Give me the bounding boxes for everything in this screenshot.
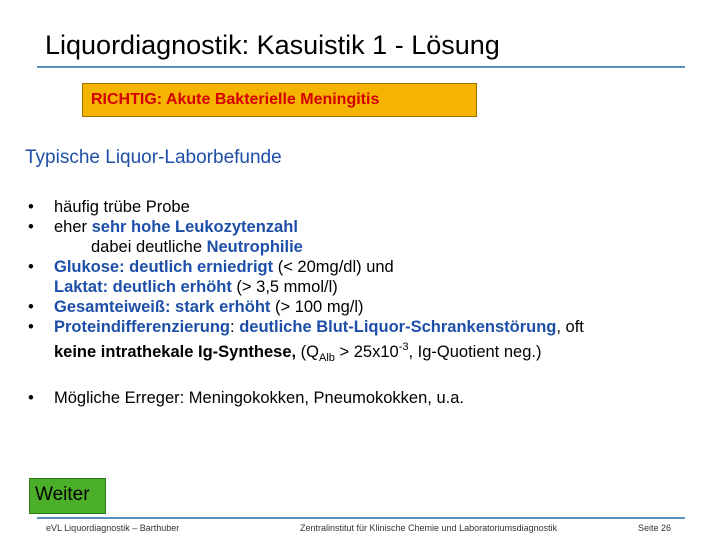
item-emphasis: Laktat: deutlich erhöht [54, 278, 232, 296]
superscript-text: -3 [398, 341, 409, 353]
bullet-icon: • [28, 198, 34, 216]
item-text: (> 100 mg/l) [270, 298, 364, 316]
footer-divider [37, 517, 685, 519]
footer-page-number: Seite 26 [638, 523, 672, 533]
item-text: , Ig-Quotient neg.) [408, 343, 542, 361]
list-item [24, 257, 714, 277]
list-spacer [24, 368, 714, 388]
item-emphasis: sehr hohe Leukozytenzahl [91, 218, 298, 236]
list-item [24, 217, 714, 237]
item-text: (Q [296, 343, 320, 361]
bullet-icon: • [28, 318, 34, 336]
weiter-button[interactable] [29, 478, 106, 514]
item-emphasis: Glukose: deutlich erniedrigt [54, 258, 274, 276]
item-text: : [230, 318, 240, 336]
bullet-icon: • [28, 298, 34, 316]
findings-list [24, 197, 714, 408]
list-item-continuation [24, 277, 714, 297]
item-emphasis: keine intrathekale Ig-Synthese, [54, 343, 297, 361]
item-text: häufig trübe Probe [54, 198, 190, 216]
list-item [24, 197, 714, 217]
item-text: (< 20mg/dl) und [273, 258, 394, 276]
footer-author: eVL Liquordiagnostik – Barthuber [46, 523, 180, 533]
answer-box [82, 83, 477, 117]
weiter-button-label: Weiter [35, 484, 90, 505]
list-item [24, 317, 714, 337]
bullet-icon: • [28, 258, 34, 276]
item-text: , oft [556, 318, 584, 336]
item-emphasis: deutliche Blut-Liquor-Schrankenstörung [239, 318, 557, 336]
footer-institute: Zentralinstitut für Klinische Chemie und Laboratoriumsdiagnostik [300, 523, 558, 533]
item-text: > 25x10 [334, 343, 399, 361]
title-divider [37, 66, 685, 68]
section-heading: Typische Liquor-Laborbefunde [25, 147, 282, 168]
item-text: dabei deutliche [91, 238, 207, 256]
list-item [24, 297, 714, 317]
item-text: (> 3,5 mmol/l) [231, 278, 338, 296]
slide-title: Liquordiagnostik: Kasuistik 1 - Lösung [45, 30, 500, 60]
bullet-icon: • [28, 218, 34, 236]
item-text: eher [54, 218, 92, 236]
item-emphasis: Gesamteiweiß: stark erhöht [54, 298, 271, 316]
item-emphasis: Neutrophilie [206, 238, 303, 256]
bullet-icon: • [28, 389, 34, 407]
list-item [24, 388, 714, 408]
item-text: Mögliche Erreger: Meningokokken, Pneumokokken, u.a. [54, 389, 464, 407]
subscript-text: Alb [319, 352, 335, 364]
answer-text: RICHTIG: Akute Bakterielle Meningitis [91, 91, 380, 108]
list-item-continuation [24, 337, 714, 368]
item-emphasis: Proteindifferenzierung [54, 318, 231, 336]
list-item-continuation [24, 237, 714, 257]
